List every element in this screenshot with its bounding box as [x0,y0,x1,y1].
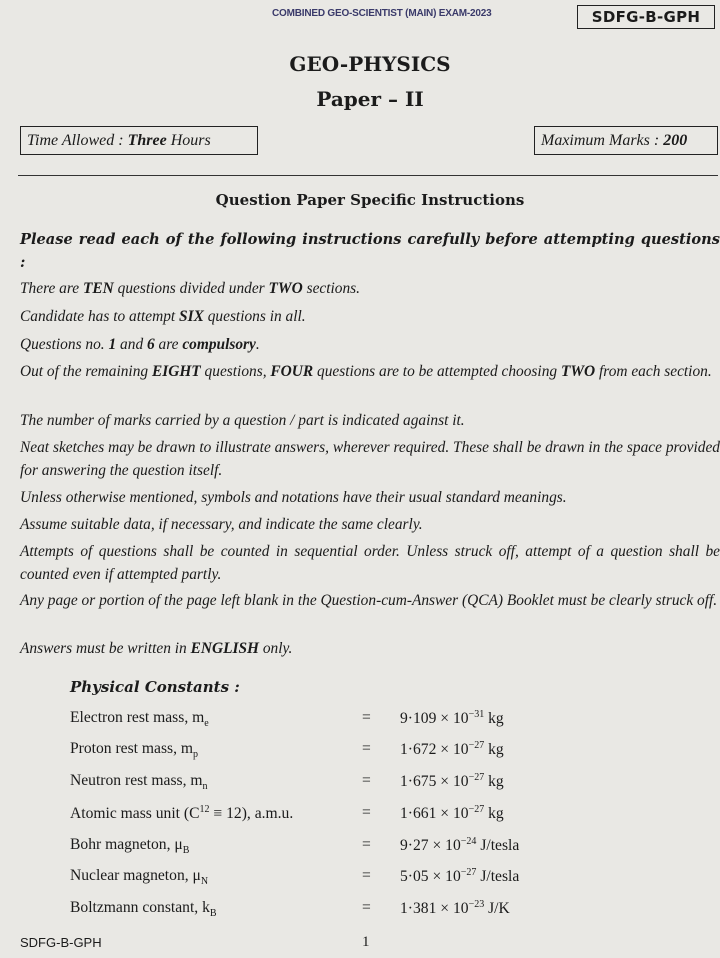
constant-row [70,740,690,768]
equals-sign: = [362,867,371,884]
constant-value: $1\cdot 661 \times 10^{-27}$ kg [400,804,504,823]
constant-name: Atomic mass unit $(C^{12} \equiv 12)$, a.m.u. [70,804,294,823]
instruction-item: Any page or portion of the page left blank in the Question-cum-Answer (QCA) Booklet must be clearly struck off. [20,592,718,609]
equals-sign: = [362,804,371,821]
constant-name: Electron rest mass, $m_e$ [70,709,209,730]
constant-value: $5\cdot 05 \times 10^{-27}$ J/tesla [400,867,520,886]
instructions-heading: Question Paper Specific Instructions [215,191,525,209]
constant-row [70,867,690,895]
constant-name: Nuclear magneton, $\mu_N$ [70,867,209,888]
constant-value: $9\cdot 109 \times 10^{-31}$ kg [400,709,504,728]
paper-code-box: SDFG-B-GPH [577,5,715,29]
horizontal-rule [18,175,718,176]
constant-row [70,804,690,832]
footer-paper-code: SDFG-B-GPH [20,935,102,950]
instruction-item: There are TEN questions divided under TWO sections. [20,280,361,297]
maximum-marks-label: Maximum Marks : [541,132,664,149]
constant-value: $1\cdot 675 \times 10^{-27}$ kg [400,772,504,791]
equals-sign: = [362,836,371,853]
time-allowed-unit: Hours [166,132,211,149]
instruction-item: Candidate has to attempt SIX questions in all. [20,308,306,325]
time-allowed-value: Three [127,132,167,149]
maximum-marks-box [534,126,718,155]
paper-number: Paper – II [316,87,424,111]
instruction-item: Assume suitable data, if necessary, and indicate the same clearly. [20,516,423,533]
instruction-lead: Please read each of the following instructions carefully before attempting questions : [20,231,720,271]
constant-row [70,836,690,864]
instruction-item: Neat sketches may be drawn to illustrate answers, wherever required. These shall be drawn in the space provided for answering the question itself. [20,439,720,479]
constant-row [70,899,690,927]
constant-name: Bohr magneton, $\mu_B$ [70,836,190,857]
instruction-item: Unless otherwise mentioned, symbols and notations have their usual standard meanings. [20,489,567,506]
constant-row [70,709,690,737]
equals-sign: = [362,709,371,726]
constant-name: Boltzmann constant, $k_B$ [70,899,217,920]
instruction-item: Out of the remaining EIGHT questions, FOUR questions are to be attempted choosing TWO from each section. [20,363,712,380]
equals-sign: = [362,899,371,916]
physical-constants-heading: Physical Constants : [70,678,240,696]
equals-sign: = [362,740,371,757]
subject-title: GEO-PHYSICS [289,52,451,76]
constant-value: $1\cdot 381 \times 10^{-23}$ J/K [400,899,510,918]
page-number: 1 [362,934,370,950]
time-allowed-box [20,126,258,155]
constant-row [70,772,690,800]
constant-value: $9\cdot 27 \times 10^{-24}$ J/tesla [400,836,520,855]
instruction-item: The number of marks carried by a question / part is indicated against it. [20,412,465,429]
time-allowed-label: Time Allowed : [27,132,128,149]
constant-value: $1\cdot 672 \times 10^{-27}$ kg [400,740,504,759]
constant-name: Proton rest mass, $m_p$ [70,740,199,761]
maximum-marks-value: 200 [663,132,688,149]
instruction-item: Attempts of questions shall be counted in sequential order. Unless struck off, attempt of a question shall be counted even if attempted partly. [20,543,720,583]
instruction-item: Questions no. 1 and 6 are compulsory. [20,336,260,353]
equals-sign: = [362,772,371,789]
exam-name: COMBINED GEO-SCIENTIST (MAIN) EXAM-2023 [272,8,492,19]
instruction-item: Answers must be written in ENGLISH only. [20,640,293,657]
constant-name: Neutron rest mass, $m_n$ [70,772,208,793]
